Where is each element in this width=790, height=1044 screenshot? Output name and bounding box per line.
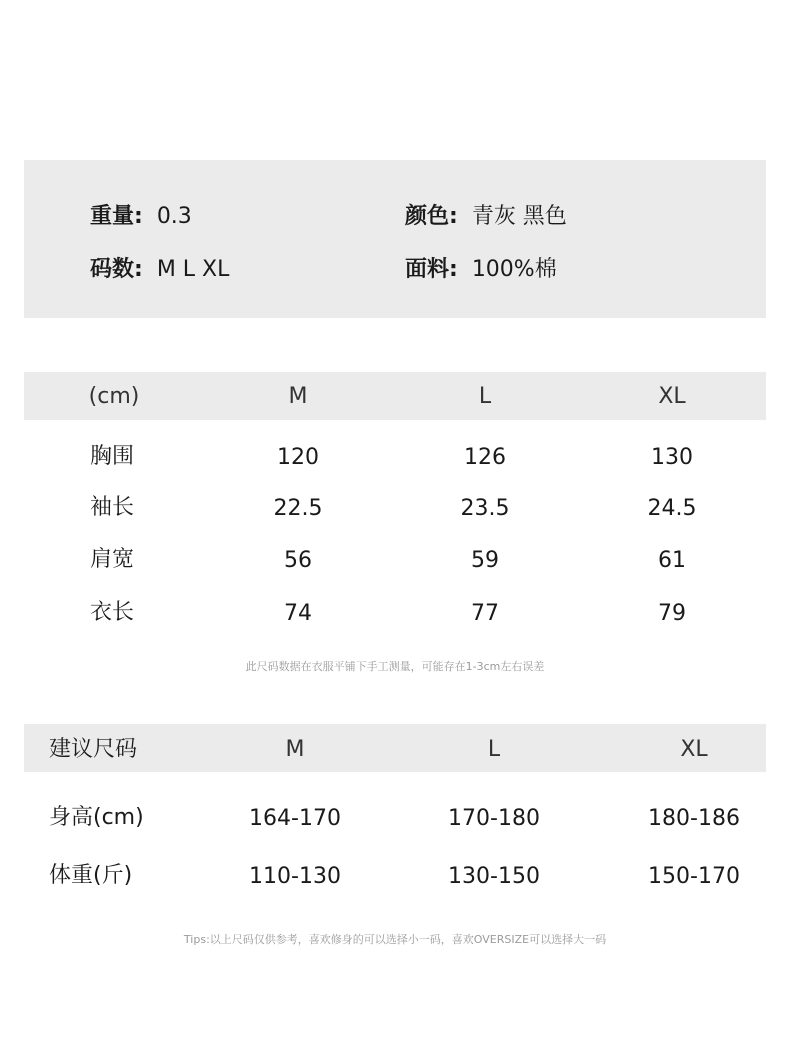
color-value: 青灰 黑色 (471, 204, 567, 229)
height-xl: 180-186 (648, 806, 740, 831)
row-label-chest: 胸围 (90, 444, 135, 469)
recommend-header-l: L (487, 737, 501, 762)
row-label-weight: 体重(斤) (49, 863, 133, 888)
fabric-info (405, 256, 557, 284)
sleeve-m: 22.5 (273, 496, 323, 521)
tips-note: Tips:以上尺码仅供参考，喜欢修身的可以选择小一码，喜欢OVERSIZE可以选择大一码 (183, 933, 607, 946)
shoulder-m: 56 (284, 548, 312, 573)
color-info (405, 203, 567, 231)
color-label: 颜色: (405, 204, 458, 229)
weight-value: 0.3 (156, 204, 192, 229)
weight-label: 重量: (90, 204, 143, 229)
fabric-value: 100%棉 (471, 257, 557, 282)
chest-m: 120 (277, 445, 319, 470)
sizes-info (90, 256, 229, 284)
size-table-header-m: M (288, 384, 308, 409)
size-table-header-l: L (478, 384, 492, 409)
length-l: 77 (471, 601, 499, 626)
height-l: 170-180 (448, 806, 540, 831)
chest-xl: 130 (651, 445, 693, 470)
row-label-height: 身高(cm) (49, 805, 144, 830)
row-label-length: 衣长 (90, 600, 135, 625)
recommend-header-label: 建议尺码 (49, 737, 138, 762)
fabric-label: 面料: (405, 257, 458, 282)
sizes-value: M L XL (156, 257, 230, 282)
weight-m: 110-130 (249, 864, 341, 889)
length-m: 74 (284, 601, 312, 626)
product-info-panel (24, 160, 766, 318)
size-table-header-unit: (cm) (88, 384, 140, 409)
sleeve-l: 23.5 (460, 496, 510, 521)
shoulder-xl: 61 (658, 548, 686, 573)
height-m: 164-170 (249, 806, 341, 831)
weight-l: 130-150 (448, 864, 540, 889)
length-xl: 79 (658, 601, 686, 626)
weight-xl: 150-170 (648, 864, 740, 889)
chest-l: 126 (464, 445, 506, 470)
sleeve-xl: 24.5 (647, 496, 697, 521)
size-table-header-xl: XL (658, 384, 686, 409)
shoulder-l: 59 (471, 548, 499, 573)
recommend-header-xl: XL (680, 737, 708, 762)
measurement-note: 此尺码数据在衣服平铺下手工测量，可能存在1-3cm左右误差 (245, 660, 545, 673)
row-label-shoulder: 肩宽 (90, 547, 135, 572)
sizes-label: 码数: (90, 257, 143, 282)
weight-info (90, 203, 192, 231)
recommend-header-m: M (285, 737, 305, 762)
row-label-sleeve: 袖长 (90, 495, 135, 520)
